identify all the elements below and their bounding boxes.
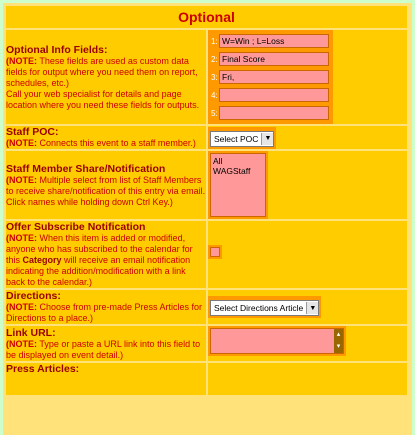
directions-label	[6, 290, 206, 324]
info-fields-note-key: (NOTE:	[6, 55, 37, 66]
staff-share-controls	[208, 151, 407, 219]
directions-note-key: (NOTE:	[6, 302, 37, 312]
info-fields-note: These fields are used as custom data fields for output where you need them on report, schedules, etc.)	[6, 55, 198, 88]
info-field-row-5	[211, 105, 331, 121]
info-fields-extra: Call your web specialist for details and page location where you need these fields for outputs.	[6, 88, 200, 110]
info-field-number: 2:	[211, 54, 218, 64]
info-field-row-2	[211, 51, 331, 67]
optional-panel	[3, 3, 412, 435]
staff-poc-select[interactable]	[210, 131, 274, 147]
staff-poc-row	[6, 126, 407, 149]
directions-select-value: Select Directions Article	[214, 303, 304, 313]
staff-poc-note-key: (NOTE:	[6, 138, 37, 148]
directions-controls	[208, 290, 407, 324]
info-fields-label	[6, 30, 206, 124]
subscribe-controls	[208, 221, 407, 288]
staff-share-title: Staff Member Share/Notification	[6, 162, 166, 175]
staff-poc-title: Staff POC:	[6, 126, 59, 138]
link-url-controls	[208, 326, 407, 361]
info-field-row-1	[211, 33, 331, 49]
link-url-scrollbar[interactable]	[334, 329, 343, 353]
directions-note: Choose from pre-made Press Articles for Directions to a place.)	[6, 302, 203, 323]
section-title: Optional	[6, 6, 407, 28]
subscribe-note-b: will receive an email notification indicating the addition/modification with a link back to the calendar.)	[6, 255, 191, 287]
staff-share-row	[6, 151, 407, 219]
info-field-number: 5:	[211, 108, 218, 118]
listbox-option-all[interactable]: All	[213, 156, 223, 166]
staff-poc-frame	[208, 127, 276, 149]
subscribe-note-key: (NOTE:	[6, 233, 37, 243]
subscribe-checkbox[interactable]	[210, 247, 220, 257]
listbox-option-wagstaff[interactable]: WAGStaff	[213, 166, 251, 176]
staff-share-frame	[208, 151, 268, 219]
info-field-row-3	[211, 69, 331, 85]
link-url-note-key: (NOTE:	[6, 338, 37, 349]
staff-share-listbox[interactable]	[210, 153, 266, 217]
subscribe-row	[6, 221, 407, 288]
subscribe-frame	[208, 245, 222, 259]
directions-frame	[208, 296, 321, 318]
subscribe-note-a: When this item is added or modified, anyone who has subscribed to the calendar for this	[6, 233, 193, 265]
chevron-down-icon[interactable]: ▼	[306, 302, 318, 314]
directions-row	[6, 290, 407, 324]
info-field-number: 3:	[211, 72, 218, 82]
info-fields-controls	[208, 30, 407, 124]
link-url-title: Link URL:	[6, 326, 56, 339]
press-articles-row	[6, 363, 407, 395]
staff-poc-label	[6, 126, 206, 149]
info-field-5-input[interactable]	[219, 106, 329, 120]
subscribe-note-bold: Category	[22, 255, 62, 265]
press-articles-controls	[208, 363, 407, 395]
optional-form-table	[4, 4, 409, 397]
subscribe-label	[6, 221, 206, 288]
link-url-label	[6, 326, 206, 361]
info-field-number: 1:	[211, 36, 218, 46]
press-articles-label	[6, 363, 206, 395]
info-field-4-input[interactable]	[219, 88, 329, 102]
staff-share-label	[6, 151, 206, 219]
link-url-textarea[interactable]	[210, 328, 344, 354]
scroll-down-icon[interactable]: ▾	[334, 341, 343, 353]
staff-share-note: Multiple select from list of Staff Members to receive share/notification of this entry via email. Click names while holding down Ctrl Key.)	[6, 174, 206, 207]
staff-share-note-key: (NOTE:	[6, 174, 37, 185]
info-fields-title: Optional Info Fields:	[6, 43, 108, 56]
staff-poc-controls	[208, 126, 407, 149]
subscribe-title: Offer Subscribe Notification	[6, 221, 146, 233]
press-articles-title: Press Articles:	[6, 363, 80, 375]
scroll-up-icon[interactable]: ▴	[334, 329, 343, 341]
staff-poc-select-value: Select POC	[214, 133, 259, 144]
link-url-frame	[208, 326, 346, 356]
info-field-3-input[interactable]	[219, 70, 329, 84]
info-field-row-4	[211, 87, 331, 103]
link-url-row	[6, 326, 407, 361]
directions-select[interactable]	[210, 300, 319, 316]
info-field-number: 4:	[211, 90, 218, 100]
link-url-note: Type or paste a URL link into this field to be displayed on event detail.)	[6, 338, 201, 360]
info-field-1-input[interactable]	[219, 34, 329, 48]
directions-title: Directions:	[6, 290, 61, 302]
info-field-2-input[interactable]	[219, 52, 329, 66]
info-fields-row	[6, 30, 407, 124]
info-fields-frame	[208, 30, 333, 124]
chevron-down-icon[interactable]: ▼	[261, 133, 273, 145]
staff-poc-note: Connects this event to a staff member.)	[37, 138, 196, 148]
